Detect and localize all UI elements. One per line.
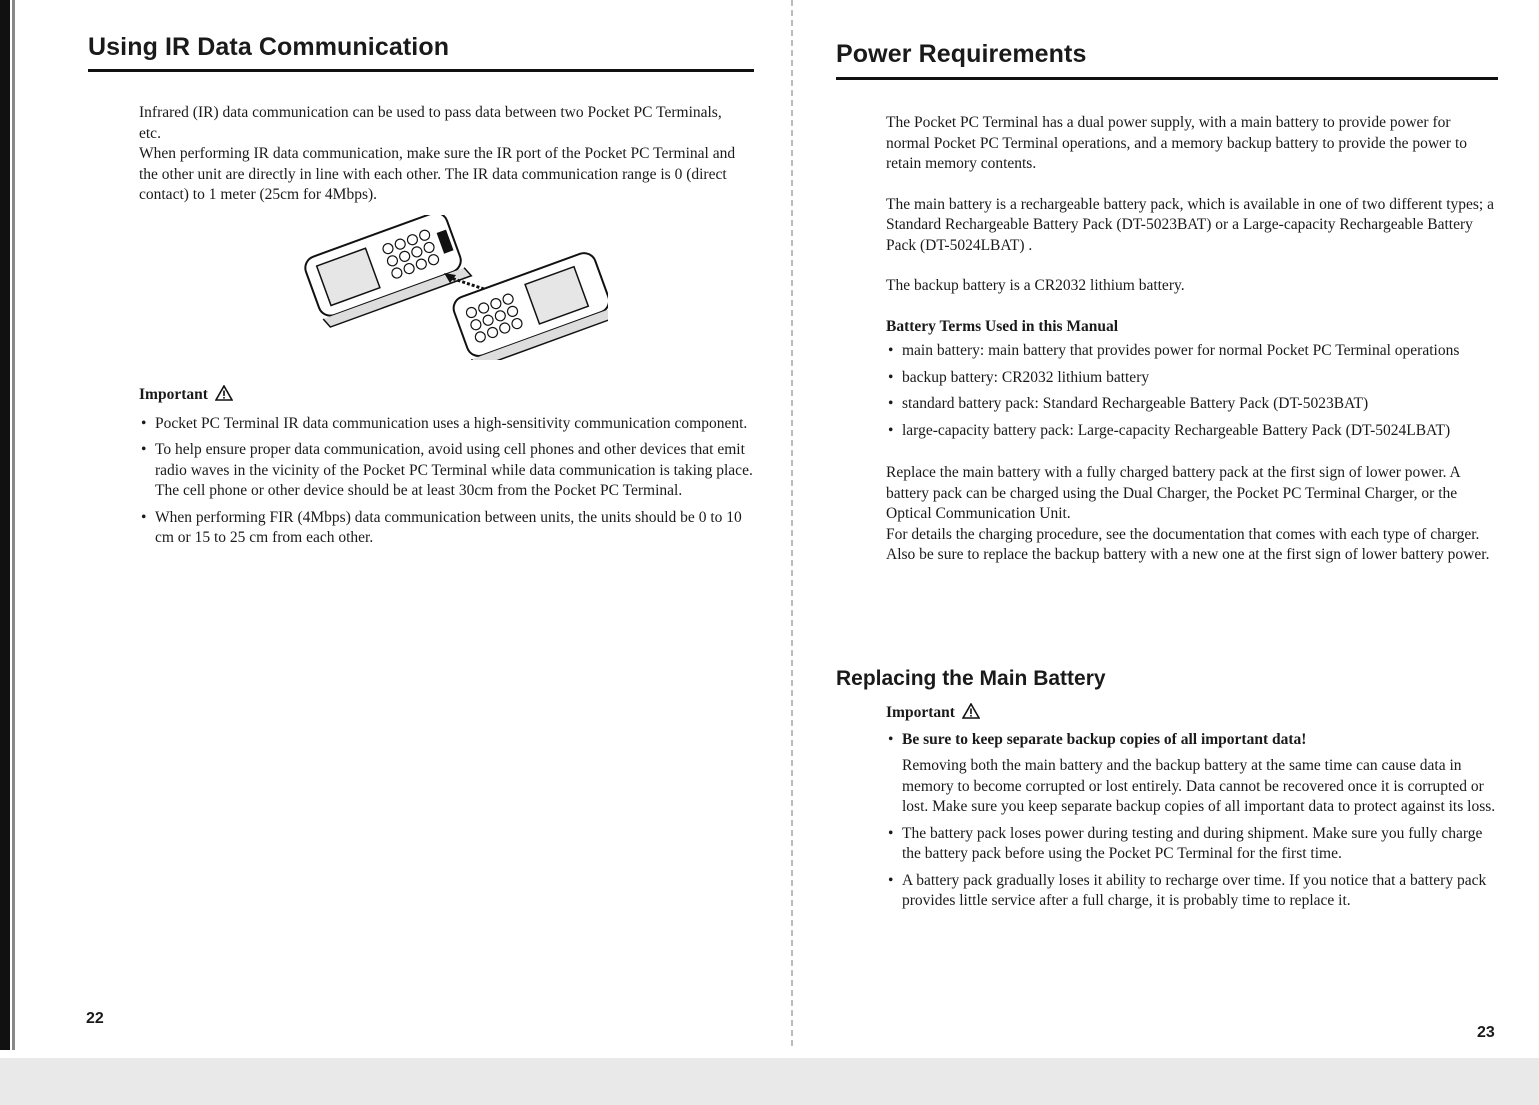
replacing-battery-heading: Replacing the Main Battery (836, 667, 1106, 690)
right-title-rule (836, 77, 1498, 80)
left-important-section (139, 385, 759, 555)
term-definition: CR2032 lithium battery (1001, 368, 1150, 386)
scan-bottom-margin (0, 1058, 1539, 1105)
power-paragraph-1: The Pocket PC Terminal has a dual power supply, with a main battery to provide power for normal Pocket PC Terminal operations, and a memory backup battery to provide the power to retain memory contents. (886, 114, 1468, 172)
term-label: large-capacity battery pack: (902, 421, 1074, 439)
page-number-right: 23 (1477, 1024, 1495, 1041)
pocket-pc-device-left (302, 215, 471, 328)
power-paragraph-3: The backup battery is a CR2032 lithium battery. (886, 277, 1185, 294)
ir-communication-illustration (298, 215, 608, 360)
left-title-rule (88, 69, 754, 72)
replace-paragraph-1: Replace the main battery with a fully charged battery pack at the first sign of lower power. A battery pack can be charged using the Dual Charger, the Pocket PC Terminal Charger, or the Optical Communication Unit. (886, 464, 1460, 522)
replacing-important-list (886, 730, 1498, 912)
replace-paragraph-3: Also be sure to replace the backup battery with a new one at the first sign of lower battery power. (886, 546, 1490, 563)
term-definition: Large-capacity Rechargeable Battery Pack (DT-5024LBAT) (1077, 421, 1451, 439)
backup-warning-detail: Removing both the main battery and the backup battery at the same time can cause data in memory to become corrupted or lost entirely. Data cannot be recovered once it is corrupted or lost. Make sure you keep separate backup copies of all important data to protect against its loss. (902, 757, 1496, 815)
list-item (886, 421, 1498, 442)
list-item: • Pocket PC Terminal IR data communication uses a high-sensitivity communication component. (139, 414, 759, 435)
warning-icon (962, 703, 980, 719)
list-item: • A battery pack gradually loses it ability to recharge over time. If you notice that a battery pack provides little service after a full charge, it is probably time to replace it. (886, 871, 1498, 912)
list-item (886, 394, 1498, 415)
left-important-list (139, 414, 759, 549)
list-item: • The battery pack loses power during testing and during shipment. Make sure you fully charge the battery pack before using the Pocket PC Terminal for the first time. (886, 824, 1498, 865)
list-item (886, 368, 1498, 389)
left-page-title: Using IR Data Communication (88, 33, 450, 61)
scan-spine-shadow (12, 0, 15, 1050)
replace-paragraph-2: For details the charging procedure, see the documentation that comes with each type of charger. (886, 525, 1480, 543)
list-item (886, 341, 1498, 362)
page-gutter (791, 0, 793, 1050)
right-page (836, 0, 1500, 1050)
left-intro (139, 103, 739, 206)
pocket-pc-device-right (450, 248, 608, 360)
replacing-important-section (886, 703, 1498, 918)
term-definition: Standard Rechargeable Battery Pack (DT-5023BAT) (1042, 395, 1369, 412)
important-label: Important (886, 704, 955, 721)
scan-spine-edge (0, 0, 10, 1050)
term-label: standard battery pack: (902, 395, 1039, 412)
terms-heading: Battery Terms Used in this Manual (886, 317, 1119, 335)
power-paragraph-2: The main battery is a rechargeable battery pack, which is available in one of two different types; a Standard Rechargeable Battery Pack (DT-5023BAT) or a Large-capacity Rechargeable Battery Pack (DT-5024LBAT) . (886, 195, 1494, 254)
intro-paragraph-1: Infrared (IR) data communication can be used to pass data between two Pocket PC Terminals, etc. (139, 104, 722, 142)
list-item (886, 730, 1498, 818)
right-page-title: Power Requirements (836, 40, 1087, 68)
backup-warning: Be sure to keep separate backup copies of all important data! (902, 730, 1307, 748)
left-page (88, 0, 754, 1050)
battery-terms-list (886, 341, 1498, 441)
term-label: main battery: (902, 342, 985, 359)
right-intro (886, 113, 1498, 566)
term-label: backup battery: (902, 368, 998, 386)
warning-icon (215, 385, 233, 401)
intro-paragraph-2: When performing IR data communication, make sure the IR port of the Pocket PC Terminal and the other unit are directly in line with each other. The IR data communication range is 0 (direct contact) to 1 meter (25cm for 4Mbps). (139, 145, 736, 203)
page-number-left: 22 (86, 1010, 104, 1027)
term-definition: main battery that provides power for normal Pocket PC Terminal operations (988, 342, 1460, 359)
important-label: Important (139, 386, 208, 403)
list-item: • When performing FIR (4Mbps) data communication between units, the units should be 0 to 10 cm or 15 to 25 cm from each other. (139, 508, 759, 549)
list-item: • To help ensure proper data communication, avoid using cell phones and other devices that emit radio waves in the vicinity of the Pocket PC Terminal while data communication is taking place. The cell phone or other device should be at least 30cm from the Pocket PC Terminal. (139, 440, 759, 502)
